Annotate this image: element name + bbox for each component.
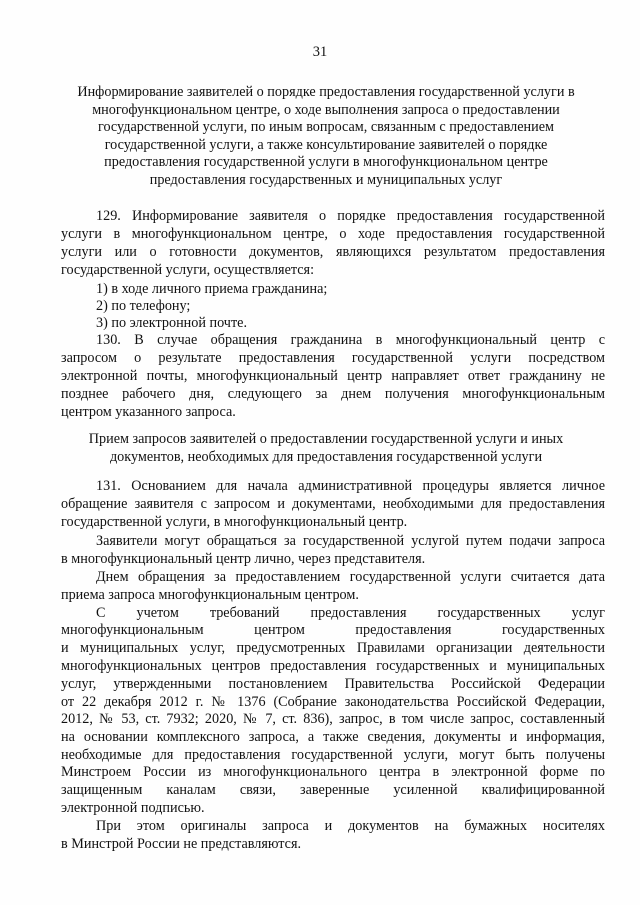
body-line: 130. В случае обращения гражданина в многофункциональный центр с (96, 332, 605, 348)
body-line: от 22 декабря 2012 г. № 1376 (Собрание законодательства Российской Федерации, (61, 694, 605, 710)
body-line: 129. Информирование заявителя о порядке предоставления государственной (96, 208, 605, 224)
body-line: государственной услуги, в многофункциональный центр. (61, 514, 408, 530)
body-line: 3) по электронной почте. (96, 315, 247, 331)
body-line: в многофункциональный центр лично, через представителя. (61, 551, 426, 567)
body-line: Днем обращения за предоставлением государственной услуги считается дата (96, 569, 605, 585)
body-line: 2) по телефону; (96, 298, 191, 314)
body-line: в Минстрой России не представляются. (61, 836, 302, 852)
body-line: многофункциональным центром предоставления государственных (61, 622, 605, 638)
body-line: необходимые для предоставления государственной услуги, могут быть получены (61, 747, 605, 763)
body-line: центром указанного запроса. (61, 404, 236, 420)
body-line: электронной почты, многофункциональный центр направляет ответ гражданину не (61, 368, 605, 384)
body-line: 131. Основанием для начала административной процедуры является личное (96, 478, 605, 494)
heading-line: государственной услуги, по иным вопросам, связанным с предоставлением (98, 119, 554, 135)
body-line: обращение заявителя с запросом и документами, необходимыми для предоставления (61, 496, 605, 512)
body-line: и муниципальных услуг, предусмотренных Правилами организации деятельности (61, 640, 605, 656)
body-line: услуг, утвержденными постановлением Правительства Российской Федерации (61, 676, 605, 692)
heading-line: предоставления государственных и муниципальных услуг (149, 171, 503, 188)
section-heading-informing (40, 84, 612, 189)
heading-line: государственной услуги, а также консультирование заявителей о порядке (104, 136, 548, 153)
heading-line: Прием запросов заявителей о предоставлении государственной услуги и иных (88, 431, 564, 447)
body-line: услуги или о готовности документов, являющихся результатом предоставления (61, 244, 605, 260)
page-number: 31 (312, 44, 328, 60)
body-line: многофункциональных центров предоставления государственных и муниципальных (61, 658, 605, 674)
body-line: приема запроса многофункциональным центром. (61, 587, 359, 603)
body-line: на основании комплексного запроса, а также сведения, документы и информация, (61, 729, 605, 745)
body-line: Заявители могут обращаться за государственной услугой путем подачи запроса (96, 533, 605, 549)
heading-line: многофункциональном центре, о ходе выполнения запроса о предоставлении (92, 101, 560, 118)
body-line: защищенным каналам связи, заверенные усиленной квалифицированной (61, 782, 605, 798)
section-heading-reception (40, 431, 612, 466)
body-line: электронной подписью. (61, 800, 205, 816)
body-line: услуги в многофункциональном центре, о ходе предоставления государственной (61, 226, 605, 242)
heading-line: документов, необходимых для предоставления государственной услуги (109, 448, 543, 465)
body-line: запросом о результате предоставления государственной услуги посредством (61, 350, 605, 366)
body-line: позднее рабочего дня, следующего за днем получения многофункциональным (61, 386, 605, 402)
body-line: 2012, № 53, ст. 7932; 2020, № 7, ст. 836), запрос, в том числе запрос, составленный (61, 711, 605, 727)
body-line: государственной услуги, осуществляется: (61, 262, 315, 278)
heading-line: Информирование заявителей о порядке предоставления государственной услуги в (77, 84, 575, 100)
body-line: При этом оригиналы запроса и документов на бумажных носителях (96, 818, 605, 834)
body-line: 1) в ходе личного приема гражданина; (96, 281, 328, 297)
body-line: Минстроем России из многофункционального центра в электронной форме по (61, 764, 605, 780)
body-line: С учетом требований предоставления государственных услуг (96, 605, 605, 621)
heading-line: предоставления государственной услуги в многофункциональном центре (104, 154, 548, 170)
